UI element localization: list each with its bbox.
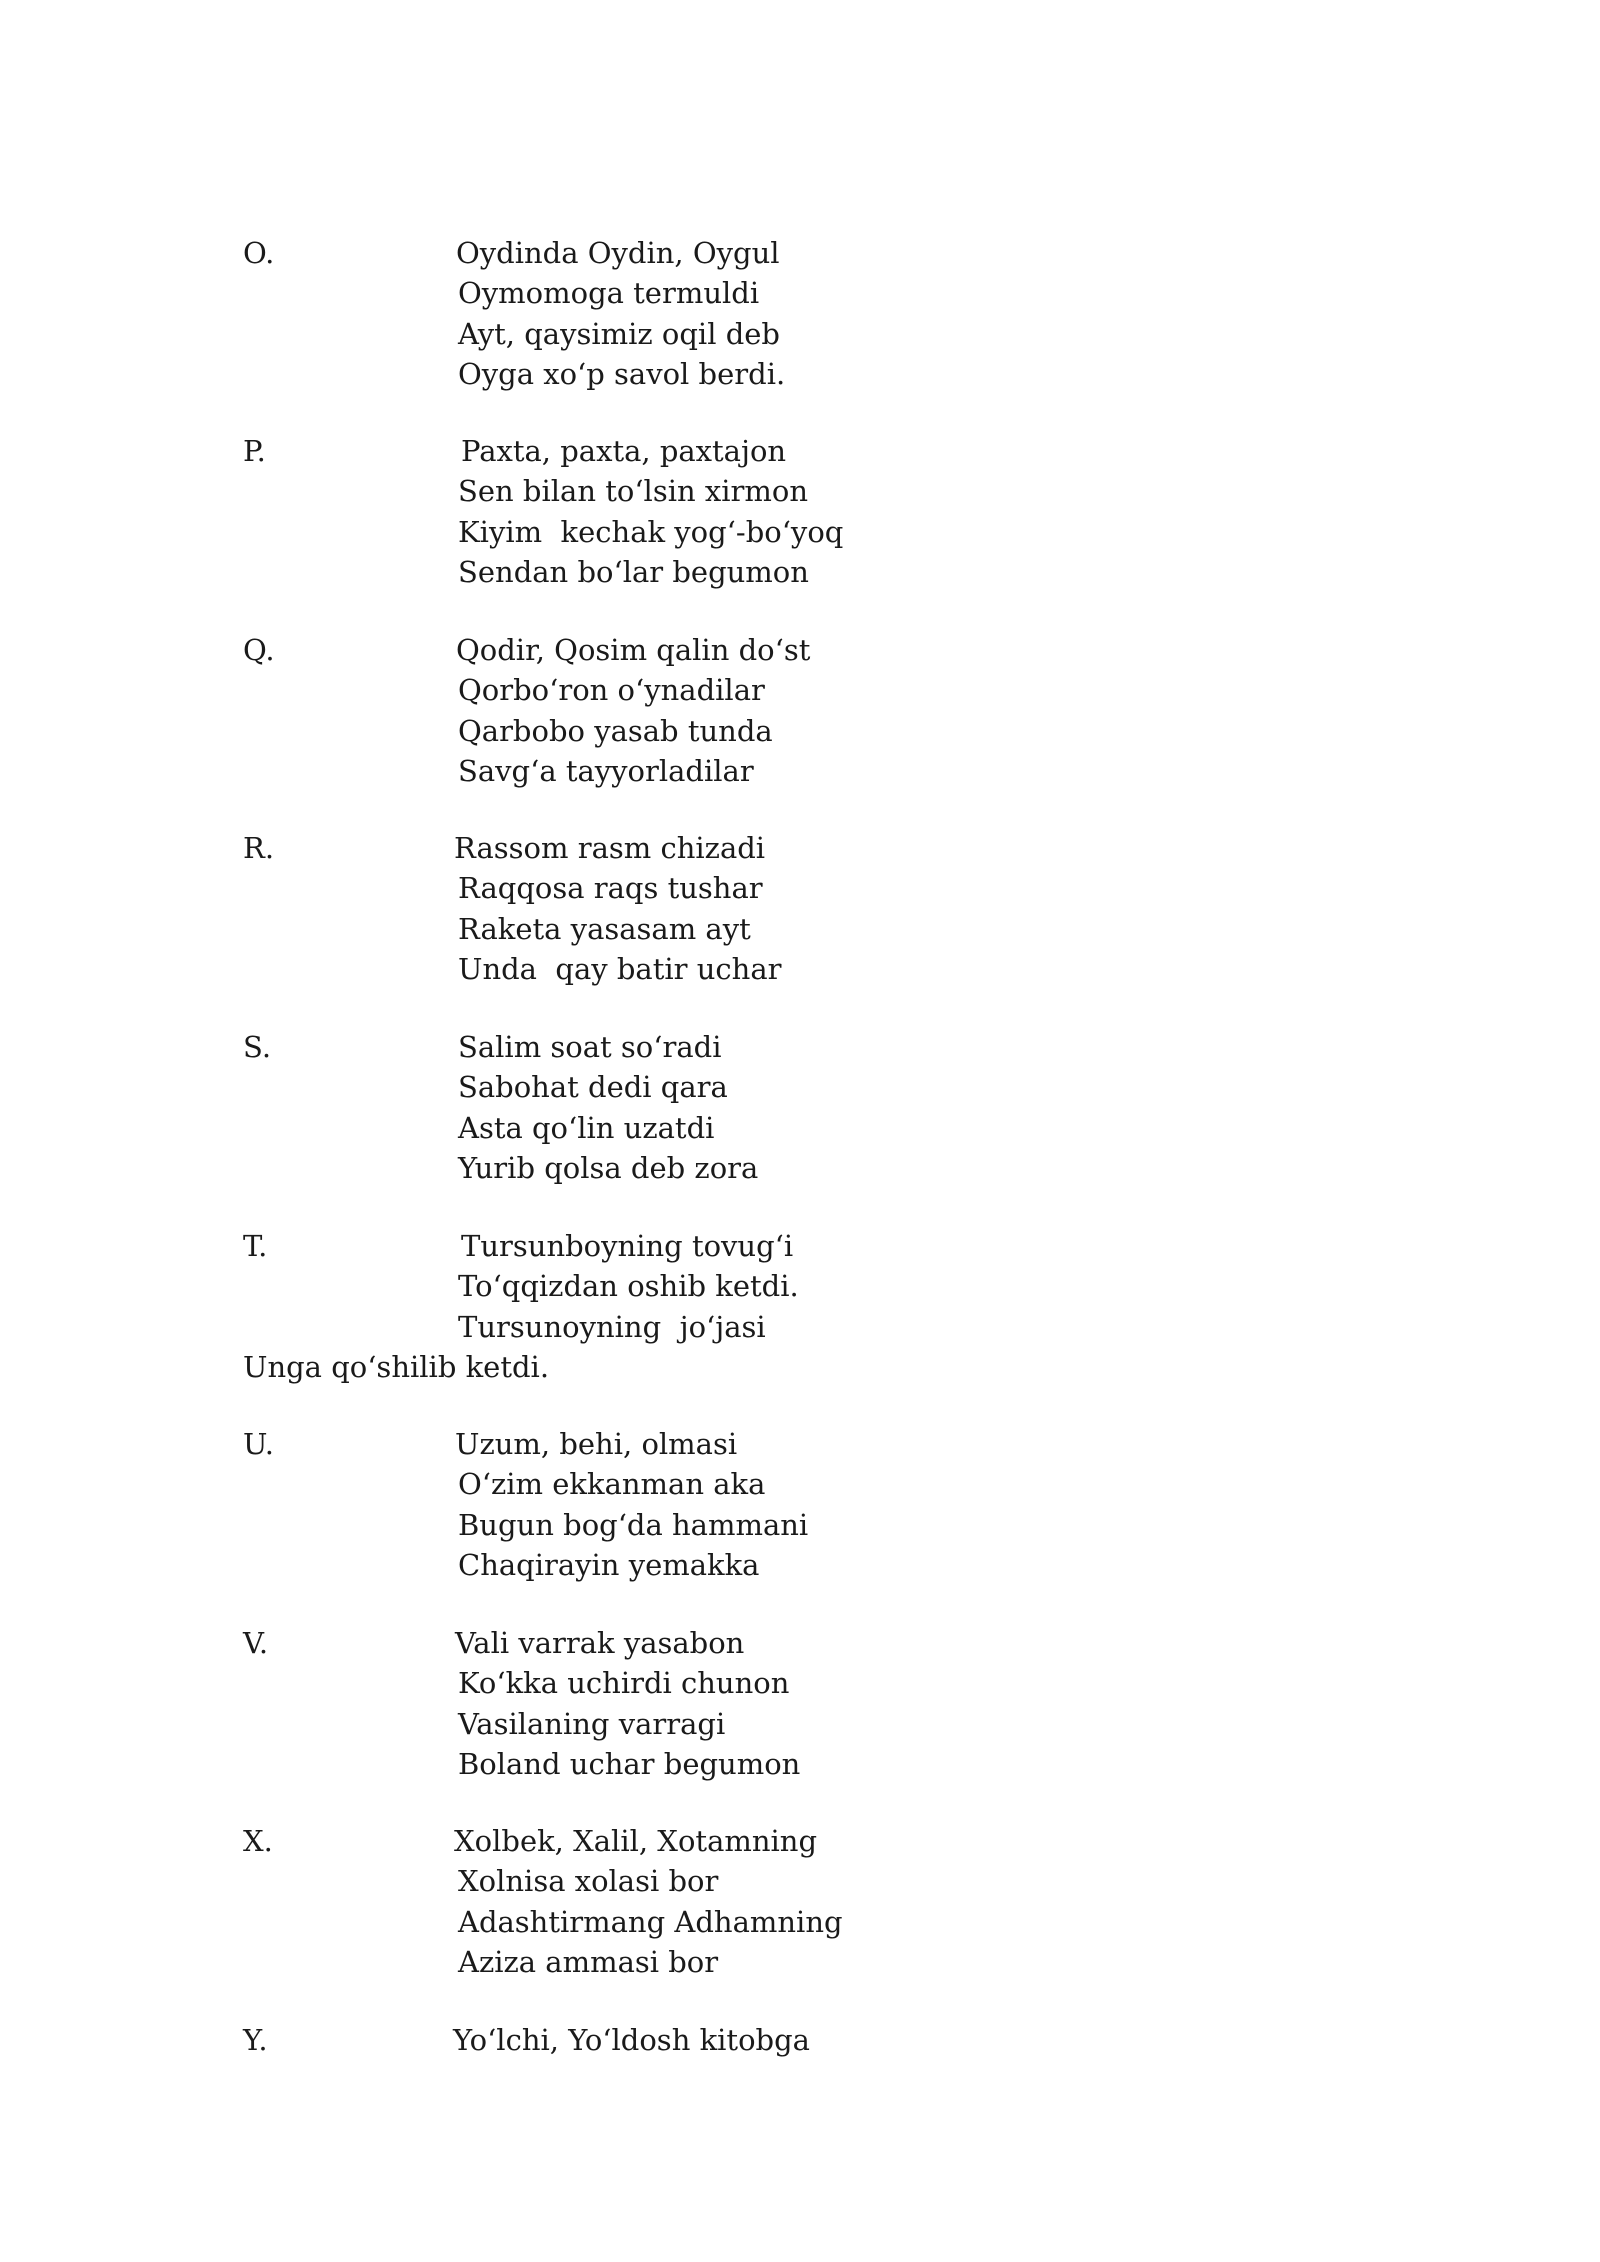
poem-line: Vali varrak yasabon bbox=[455, 1626, 745, 1660]
poem-line: Yo‘lchi, Yo‘ldosh kitobga bbox=[453, 2023, 810, 2057]
poem-line: Xolbek, Xalil, Xotamning bbox=[454, 1824, 818, 1858]
poem-line: Kiyim kechak yog‘-bo‘yoq bbox=[458, 514, 844, 549]
stanza-lines bbox=[453, 2020, 810, 2060]
stanza-lines bbox=[243, 1226, 799, 1387]
stanza-letter: Q. bbox=[243, 633, 275, 667]
stanza-letter: P. bbox=[243, 434, 266, 468]
stanza-letter: U. bbox=[243, 1427, 274, 1461]
poem-line: Tursunboyning tovug‘i bbox=[461, 1229, 794, 1263]
poem-line: Xolnisa xolasi bor bbox=[458, 1864, 719, 1899]
poem-line: To‘qqizdan oshib ketdi. bbox=[458, 1269, 799, 1304]
stanza-lines bbox=[458, 1027, 758, 1188]
stanza-lines bbox=[458, 233, 785, 394]
poem-line: Ko‘kka uchirdi chunon bbox=[458, 1666, 790, 1701]
poem-line: Oyga xo‘p savol berdi. bbox=[458, 356, 786, 391]
poem-line: Uzum, behi, olmasi bbox=[455, 1427, 738, 1461]
stanza-lines bbox=[458, 431, 843, 592]
poem-line: Adashtirmang Adhamning bbox=[458, 1904, 843, 1939]
poem-line: Asta qo‘lin uzatdi bbox=[458, 1110, 715, 1145]
poem-line: Boland uchar begumon bbox=[458, 1746, 801, 1781]
stanza-letter: R. bbox=[243, 831, 275, 865]
poem-line: Qodir, Qosim qalin do‘st bbox=[456, 633, 811, 667]
poem-line: O‘zim ekkanman aka bbox=[458, 1467, 766, 1502]
poem-line: Raqqosa raqs tushar bbox=[458, 871, 763, 906]
stanza-letter: S. bbox=[243, 1030, 272, 1064]
poem-line: Raketa yasasam ayt bbox=[458, 911, 751, 946]
poem-line: Yurib qolsa deb zora bbox=[458, 1150, 759, 1185]
stanza-letter: V. bbox=[243, 1626, 269, 1660]
poem-line: Sen bilan to‘lsin xirmon bbox=[458, 474, 809, 509]
stanza-lines bbox=[454, 1821, 843, 1982]
poem-line: Savg‘a tayyorladilar bbox=[458, 753, 754, 788]
poem-line: Sabohat dedi qara bbox=[458, 1070, 728, 1105]
poem-line: Chaqirayin yemakka bbox=[458, 1547, 760, 1582]
poem-line: Qorbo‘ron o‘ynadilar bbox=[458, 673, 765, 708]
poem-line: Sendan bo‘lar begumon bbox=[458, 554, 809, 589]
poem-line: Ayt, qaysimiz oqil deb bbox=[458, 316, 780, 351]
poem-line: Rassom rasm chizadi bbox=[454, 831, 766, 865]
stanza-lines bbox=[455, 1623, 801, 1784]
poem-line: Bugun bog‘da hammani bbox=[458, 1507, 809, 1542]
poem-line: Salim soat so‘radi bbox=[458, 1030, 722, 1064]
poem-line: Unda qay batir uchar bbox=[458, 951, 782, 986]
stanza-lines bbox=[455, 1424, 809, 1585]
stanza-letter: O. bbox=[243, 236, 275, 270]
stanza-letter: T. bbox=[243, 1229, 268, 1263]
poem-line: Unga qo‘shilib ketdi. bbox=[243, 1349, 550, 1384]
poem-line: Tursunoyning jo‘jasi bbox=[458, 1309, 766, 1344]
poem-line: Oydinda Oydin, Oygul bbox=[456, 236, 780, 270]
poem-line: Vasilaning varragi bbox=[458, 1706, 726, 1741]
stanza-lines bbox=[454, 828, 782, 989]
poem-line: Aziza ammasi bor bbox=[458, 1944, 719, 1979]
poem-line: Paxta, paxta, paxtajon bbox=[461, 434, 787, 468]
stanza-letter: X. bbox=[243, 1824, 273, 1858]
stanza-letter: Y. bbox=[243, 2023, 268, 2057]
poem-line: Oymomoga termuldi bbox=[458, 276, 760, 311]
stanza-lines bbox=[458, 630, 810, 791]
poem-line: Qarbobo yasab tunda bbox=[458, 713, 773, 748]
